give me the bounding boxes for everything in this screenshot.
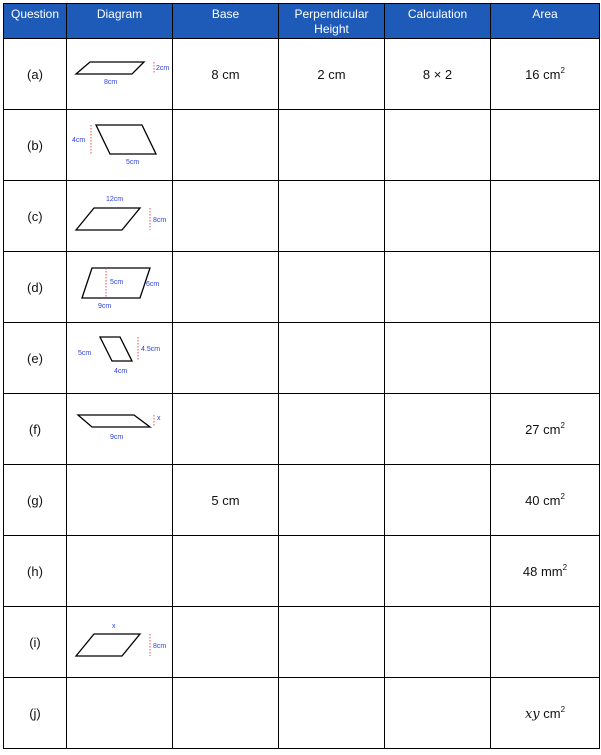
side-label: 4cm xyxy=(71,137,85,144)
question-label: (g) xyxy=(4,465,67,536)
base-label: 9cm xyxy=(97,303,111,310)
table-row xyxy=(4,252,600,323)
area-cell xyxy=(491,252,600,323)
base-cell xyxy=(173,536,279,607)
table-row xyxy=(4,323,600,394)
area-cell xyxy=(491,465,600,536)
calculation-cell xyxy=(385,536,491,607)
base-cell xyxy=(173,181,279,252)
table-row xyxy=(4,607,600,678)
area-cell xyxy=(491,110,600,181)
height-label: x xyxy=(156,415,160,422)
area-cell xyxy=(491,39,600,110)
height-label: 4.5cm xyxy=(140,346,160,353)
area-cell xyxy=(491,181,600,252)
header-diagram: Diagram xyxy=(67,4,173,39)
area-cell xyxy=(491,607,600,678)
parallelogram-diagram xyxy=(70,620,170,664)
table-row xyxy=(4,678,600,749)
parallelogram-diagram xyxy=(70,54,170,94)
question-label: (a) xyxy=(4,39,67,110)
base-label: 5cm xyxy=(125,159,139,166)
area-exponent: 2 xyxy=(560,66,565,75)
base-cell xyxy=(173,607,279,678)
base-cell xyxy=(173,252,279,323)
diagram-cell xyxy=(67,607,173,678)
base-label: x xyxy=(111,623,115,630)
height-cell xyxy=(279,465,385,536)
diagram-cell xyxy=(67,323,173,394)
height-cell: 2 cm xyxy=(279,39,385,110)
base-label: 4cm xyxy=(113,368,127,375)
height-cell xyxy=(279,394,385,465)
calculation-cell xyxy=(385,323,491,394)
diagram-cell xyxy=(67,39,173,110)
table-row xyxy=(4,536,600,607)
diagram-cell xyxy=(67,536,173,607)
height-cell xyxy=(279,110,385,181)
area-value: cm xyxy=(539,705,561,721)
question-label: (d) xyxy=(4,252,67,323)
area-exponent: 2 xyxy=(562,563,568,572)
height-label: 5cm xyxy=(109,279,123,286)
base-cell xyxy=(173,394,279,465)
question-label: (i) xyxy=(4,607,67,678)
header-question: Question xyxy=(4,4,67,39)
height-label: 8cm xyxy=(152,217,166,224)
parallelogram-diagram xyxy=(70,194,170,238)
height-label: 2cm xyxy=(155,65,169,72)
worksheet-table xyxy=(3,3,600,749)
calculation-cell xyxy=(385,394,491,465)
question-label: (h) xyxy=(4,536,67,607)
area-exponent: 2 xyxy=(560,421,565,430)
area-cell xyxy=(491,394,600,465)
question-label: (j) xyxy=(4,678,67,749)
parallelogram-diagram xyxy=(70,262,170,312)
height-cell xyxy=(279,252,385,323)
side-label: 5cm xyxy=(77,350,91,357)
area-cell xyxy=(491,536,600,607)
area-value: 40 cm xyxy=(525,493,561,508)
parallelogram-diagram xyxy=(70,120,170,170)
height-cell xyxy=(279,678,385,749)
area-value: 27 cm xyxy=(525,422,561,437)
height-cell xyxy=(279,181,385,252)
area-value: 48 mm xyxy=(522,564,563,579)
base-cell: 5 cm xyxy=(173,465,279,536)
diagram-cell xyxy=(67,252,173,323)
height-cell xyxy=(279,536,385,607)
parallelogram-diagram xyxy=(70,407,170,451)
diagram-cell xyxy=(67,678,173,749)
calculation-cell xyxy=(385,678,491,749)
question-label: (f) xyxy=(4,394,67,465)
calculation-cell xyxy=(385,607,491,678)
calculation-cell xyxy=(385,181,491,252)
table-row xyxy=(4,465,600,536)
calculation-cell xyxy=(385,252,491,323)
base-cell xyxy=(173,110,279,181)
header-row xyxy=(4,4,600,39)
question-label: (c) xyxy=(4,181,67,252)
calculation-cell: 8 × 2 xyxy=(385,39,491,110)
base-label: 8cm xyxy=(103,79,117,86)
height-cell xyxy=(279,607,385,678)
area-cell xyxy=(491,323,600,394)
base-label: 9cm xyxy=(109,434,123,441)
question-label: (e) xyxy=(4,323,67,394)
area-exponent: 2 xyxy=(560,704,566,714)
base-cell: 8 cm xyxy=(173,39,279,110)
area-exponent: 2 xyxy=(560,492,565,501)
header-area: Area xyxy=(491,4,600,39)
table-row xyxy=(4,110,600,181)
height-cell xyxy=(279,323,385,394)
table-row xyxy=(4,181,600,252)
area-variable: xy xyxy=(524,706,540,722)
diagram-cell xyxy=(67,394,173,465)
question-label: (b) xyxy=(4,110,67,181)
diagram-cell xyxy=(67,181,173,252)
height-label: 8cm xyxy=(152,643,166,650)
calculation-cell xyxy=(385,110,491,181)
area-value: 16 cm xyxy=(525,67,561,82)
header-perpendicular-height: Perpendicular Height xyxy=(279,4,385,39)
table-row xyxy=(4,39,600,110)
parallelogram-diagram xyxy=(70,333,170,383)
side-label: 6cm xyxy=(145,281,159,288)
header-base: Base xyxy=(173,4,279,39)
header-calculation: Calculation xyxy=(385,4,491,39)
area-cell xyxy=(491,678,600,749)
diagram-cell xyxy=(67,110,173,181)
base-cell xyxy=(173,678,279,749)
table-row xyxy=(4,394,600,465)
base-label: 12cm xyxy=(105,196,123,203)
parallelogram-area-table xyxy=(3,3,599,749)
base-cell xyxy=(173,323,279,394)
calculation-cell xyxy=(385,465,491,536)
diagram-cell xyxy=(67,465,173,536)
